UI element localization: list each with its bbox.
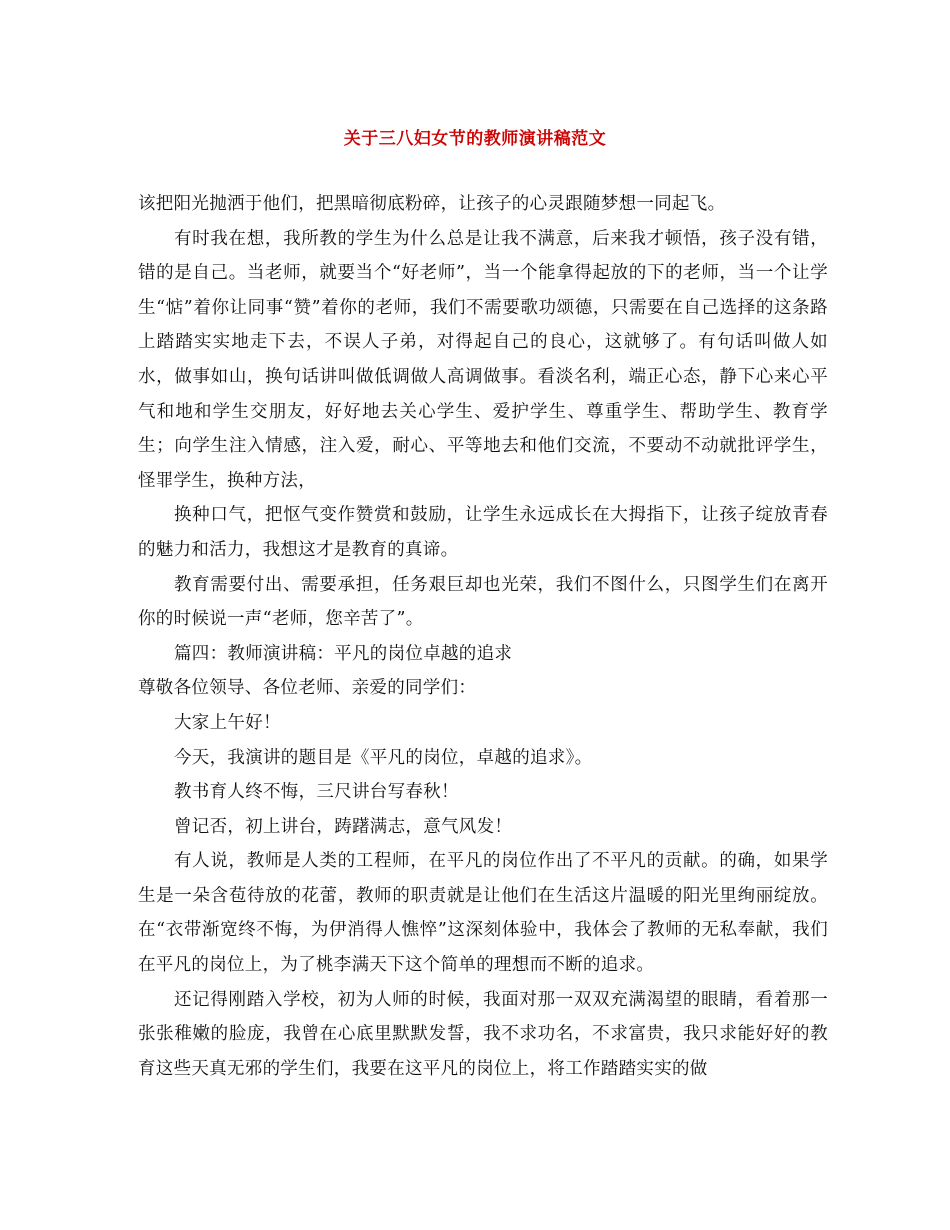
salutation: 尊敬各位领导、各位老师、亲爱的同学们： <box>138 678 477 699</box>
paragraph: 有人说，教师是人类的工程师，在平凡的岗位作出了不平凡的贡献。的确，如果学生是一朵含苞待放的花蕾，教师的职责就是让他们在生活这片温暖的阳光里绚丽绽放。在“衣带渐宽终不悔，为伊消得人憔悴”这深刻体验中，我体会了教师的无私奉献，我们在平凡的岗位上，为了桃李满天下这个简单的理想而不断的追求。 <box>138 851 828 976</box>
paragraph: 还记得刚踏入学校，初为人师的时候，我面对那一双双充满渴望的眼睛，看着那一张张稚嫩的脸庞，我曾在心底里默默发誓，我不求功名，不求富贵，我只求能好好的教育这些天真无邪的学生们，我要在这平凡的岗位上，将工作踏踏实实的做 <box>138 989 828 1079</box>
section-heading: 篇四：教师演讲稿：平凡的岗位卓越的追求 <box>174 643 513 664</box>
paragraph: 该把阳光抛洒于他们，把黑暗彻底粉碎，让孩子的心灵跟随梦想一同起飞。 <box>138 194 726 214</box>
paragraph: 教育需要付出、需要承担，任务艰巨却也光荣，我们不图什么，只图学生们在离开你的时候说一声“老师，您辛苦了”。 <box>138 574 828 630</box>
paragraph: 教书育人终不悔，三尺讲台写春秋！ <box>174 782 459 803</box>
paragraph: 有时我在想，我所教的学生为什么总是让我不满意，后来我才顿悟，孩子没有错，错的是自己。当老师，就要当个“好老师”，当一个能拿得起放的下的老师，当一个让学生“惦”着你让同事“赞”着你的老师，我们不需要歌功颂德，只需要在自己选择的这条路上踏踏实实地走下去，不误人子弟，对得起自己的良心，这就够了。有句话叫做人如水，做事如山，换句话讲叫做低调做人高调做事。看淡名利，端正心态，静下心来心平气和地和学生交朋友，好好地去关心学生、爱护学生、尊重学生、帮助学生、教育学生；向学生注入情感，注入爱，耐心、平等地去和他们交流，不要动不动就批评学生，怪罪学生，换种方法， <box>138 228 828 491</box>
document-body <box>138 187 828 1086</box>
paragraph: 大家上午好！ <box>174 712 281 733</box>
paragraph: 曾记否，初上讲台，踌躇满志，意气风发！ <box>174 816 513 837</box>
document-title: 关于三八妇女节的教师演讲稿范文 <box>343 129 607 149</box>
paragraph: 换种口气，把怄气变作赞赏和鼓励，让学生永远成长在大拇指下，让孩子绽放青春的魅力和活力，我想这才是教育的真谛。 <box>138 505 828 560</box>
paragraph: 今天，我演讲的题目是《平凡的岗位，卓越的追求》。 <box>174 747 593 768</box>
